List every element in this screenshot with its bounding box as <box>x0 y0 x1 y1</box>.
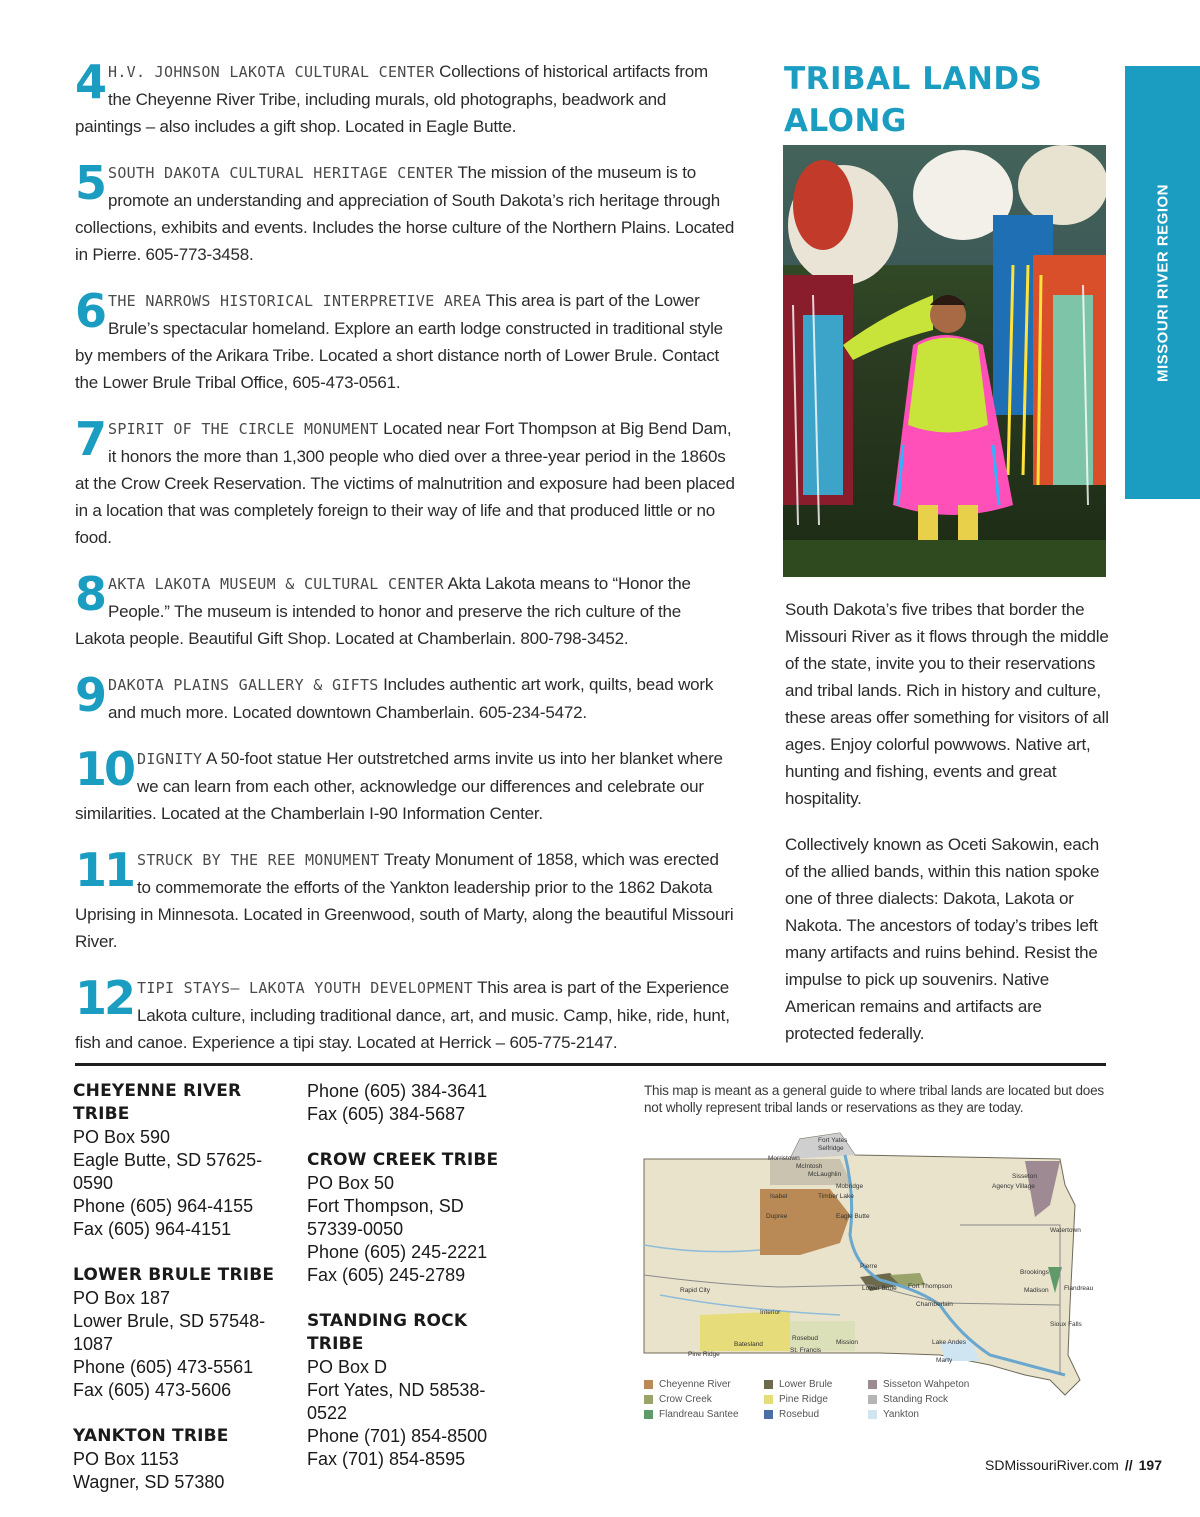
contact-line: Fax (605) 964-4151 <box>73 1219 232 1239</box>
legend-swatch <box>644 1410 653 1419</box>
legend-label: Cheyenne River <box>659 1379 731 1390</box>
attraction-entry <box>75 55 735 140</box>
tribe-name: CROW CREEK TRIBE <box>307 1150 499 1170</box>
map-city-label: Eagle Butte <box>836 1213 870 1220</box>
region-tab <box>1125 66 1200 499</box>
tribe-contact <box>73 1264 298 1402</box>
entry-number: 8 <box>75 567 105 621</box>
powwow-dancers-image <box>783 145 1106 577</box>
legend-label: Standing Rock <box>883 1394 949 1405</box>
page-number: 197 <box>1138 1457 1162 1473</box>
attraction-entry <box>75 284 735 396</box>
map-city-label: Timber Lake <box>818 1193 854 1200</box>
legend-label: Rosebud <box>779 1409 820 1420</box>
entry-number: 9 <box>75 668 105 722</box>
entry-description: A 50-foot statue Her outstretched arms invite us into her blanket where we can learn from each other, acknowledge our differences and celebrate our similarities. Located at the Chamberlain I-90 Information Center. <box>75 749 723 823</box>
contact-line: Eagle Butte, SD 57625-0590 <box>73 1150 263 1193</box>
tribe-contact <box>73 1080 298 1241</box>
map-note: This map is meant as a general guide to where tribal lands are located but does not wholly represent tribal lands or reservations as they are today. <box>644 1083 1104 1115</box>
map-city-label: Pine Ridge <box>688 1351 720 1358</box>
legend-item <box>644 1409 739 1420</box>
contact-line: PO Box 187 <box>73 1288 171 1308</box>
contact-line: Fort Yates, ND 58538-0522 <box>307 1380 486 1423</box>
powwow-photo <box>783 145 1106 577</box>
attraction-entry <box>75 742 735 827</box>
contact-line: Phone (605) 964-4155 <box>73 1196 254 1216</box>
contact-line: Phone (605) 473-5561 <box>73 1357 254 1377</box>
map-city-label: Lower Brule <box>862 1285 897 1292</box>
map-city-label: Rapid City <box>680 1287 710 1294</box>
entry-number: 5 <box>75 156 105 210</box>
entry-title: DIGNITY <box>137 750 203 768</box>
tribe-contact <box>307 1310 522 1471</box>
legend-item <box>868 1394 948 1405</box>
map-city-label: Sioux Falls <box>1050 1321 1082 1328</box>
contact-line: Fax (605) 473-5606 <box>73 1380 232 1400</box>
map-city-label: Sisseton <box>1012 1173 1037 1180</box>
map-city-label: Chamberlain <box>916 1301 953 1308</box>
contact-line: Phone (605) 245-2221 <box>307 1242 488 1262</box>
entry-description: This area is part of the Experience Lakota culture, including traditional dance, art, and music. Camp, hike, ride, hunt, fish and canoe. Experience a tipi stay. Located at Herrick – 605-775-2147. <box>75 978 730 1052</box>
headline-line-1: TRIBAL LANDS ALONG <box>784 61 1043 139</box>
contact-line: Fort Thompson, SD 57339-0050 <box>307 1196 464 1239</box>
map-city-label: Morristown <box>768 1155 800 1162</box>
tribe-contact <box>73 1425 298 1494</box>
map-city-label: Batesland <box>734 1341 763 1348</box>
legend-swatch <box>764 1395 773 1404</box>
legend-label: Yankton <box>883 1409 919 1420</box>
legend-item <box>868 1379 969 1390</box>
map-city-label: Dupree <box>766 1213 788 1220</box>
map-city-label: McLaughlin <box>808 1171 842 1178</box>
entry-number: 4 <box>75 55 105 109</box>
contact-line: PO Box 50 <box>307 1173 395 1193</box>
entry-number: 12 <box>75 971 134 1025</box>
legend-item <box>868 1409 919 1420</box>
tribe-name: STANDING ROCK TRIBE <box>307 1311 468 1354</box>
legend-swatch <box>868 1380 877 1389</box>
entry-title: SPIRIT OF THE CIRCLE MONUMENT <box>108 420 379 438</box>
legend-swatch <box>764 1380 773 1389</box>
entry-description: Akta Lakota means to “Honor the People.” The museum is intended to honor and preserve the rich culture of the Lakota people. Beautiful Gift Shop. Located at Chamberlain. 800-798-3452. <box>75 574 691 648</box>
entry-description: This area is part of the Lower Brule’s spectacular homeland. Explore an earth lodge constructed in traditional style by members of the Arikara Tribe. Located a short distance north of Lower Brule. Contact the Lower Brule Tribal Office, 605-473-0561. <box>75 291 723 392</box>
attraction-entry <box>75 668 735 726</box>
map-city-label: Agency Village <box>992 1183 1035 1190</box>
legend-label: Flandreau Santee <box>659 1409 739 1420</box>
map-city-label: St. Francis <box>790 1347 822 1354</box>
attraction-entry <box>75 567 735 652</box>
contacts-column-2 <box>307 1080 522 1494</box>
legend-item <box>764 1394 828 1405</box>
intro-text <box>785 596 1110 1066</box>
map-city-label: Lake Andes <box>932 1339 966 1346</box>
contacts-column-1 <box>73 1080 298 1517</box>
legend-swatch <box>868 1395 877 1404</box>
map-city-label: Mission <box>836 1339 859 1346</box>
attractions-list <box>75 55 735 1075</box>
legend-swatch <box>644 1380 653 1389</box>
entry-title: TIPI STAYS— LAKOTA YOUTH DEVELOPMENT <box>137 979 473 997</box>
legend-swatch <box>868 1410 877 1419</box>
attraction-entry <box>75 971 735 1056</box>
entry-title: STRUCK BY THE REE MONUMENT <box>137 851 380 869</box>
legend-swatch <box>764 1410 773 1419</box>
map-city-label: Pierre <box>860 1263 878 1270</box>
legend-label: Sisseton Wahpeton <box>883 1379 970 1390</box>
entry-title: SOUTH DAKOTA CULTURAL HERITAGE CENTER <box>108 164 454 182</box>
entry-description: Treaty Monument of 1858, which was erected to commemorate the efforts of the Yankton leadership prior to the 1862 Dakota Uprising in Minnesota. Located in Greenwood, south of Marty, along the beautiful Missouri River. <box>75 850 734 951</box>
tribal-lands-map <box>640 1125 1110 1425</box>
site-url[interactable]: SDMissouriRiver.com <box>985 1457 1119 1473</box>
map-city-label: Watertown <box>1050 1227 1081 1234</box>
legend-label: Crow Creek <box>659 1394 712 1405</box>
entry-number: 6 <box>75 284 105 338</box>
section-divider <box>75 1063 1106 1066</box>
attraction-entry <box>75 843 735 955</box>
tribe-name: CHEYENNE RIVER TRIBE <box>73 1081 242 1124</box>
tribe-name: YANKTON TRIBE <box>73 1426 229 1446</box>
tribe-contact <box>307 1080 522 1126</box>
contact-line: Fax (605) 245-2789 <box>307 1265 466 1285</box>
entry-number: 10 <box>75 742 134 796</box>
map-city-label: Fort Thompson <box>908 1283 952 1290</box>
contact-line: PO Box 1153 <box>73 1449 179 1469</box>
attraction-entry <box>75 156 735 268</box>
page-footer <box>985 1457 1162 1473</box>
footer-separator: // <box>1124 1457 1133 1473</box>
entry-description: The mission of the museum is to promote an understanding and appreciation of South Dakota’s rich heritage through collections, exhibits and events. Includes the horse culture of the Northern Plains. Located in Pierre. 605-773-3458. <box>75 163 735 264</box>
map-city-label: Selfridge <box>818 1145 844 1152</box>
legend-label: Lower Brule <box>779 1379 833 1390</box>
legend-label: Pine Ridge <box>779 1394 828 1405</box>
entry-description: Located near Fort Thompson at Big Bend Dam, it honors the more than 1,300 people who died over a three-year period in the 1860s at the Crow Creek Reservation. The victims of malnutrition and exposure had been placed in a location that was completely foreign to their way of life and that produced little or no food. <box>75 419 735 547</box>
legend-item <box>644 1394 712 1405</box>
map-city-label: Flandreau <box>1064 1285 1094 1292</box>
contact-line: Wagner, SD 57380 <box>73 1472 225 1492</box>
entry-title: THE NARROWS HISTORICAL INTERPRETIVE AREA <box>108 292 482 310</box>
map-city-label: McIntosh <box>796 1163 823 1170</box>
contact-line: Fax (701) 854-8595 <box>307 1449 466 1469</box>
map-city-label: Madison <box>1024 1287 1049 1294</box>
legend-item <box>764 1409 819 1420</box>
entry-number: 11 <box>75 843 134 897</box>
map-city-label: Fort Yates <box>818 1137 848 1144</box>
map-legend <box>640 1379 1110 1425</box>
map-city-label: Marty <box>936 1357 953 1364</box>
region-tab-label: MISSOURI RIVER REGION <box>1154 183 1171 382</box>
contact-line: Fax (605) 384-5687 <box>307 1104 466 1124</box>
entry-number: 7 <box>75 412 105 466</box>
legend-item <box>644 1379 731 1390</box>
map-city-label: Mobridge <box>836 1183 864 1190</box>
contact-line: PO Box D <box>307 1357 388 1377</box>
contact-line: PO Box 590 <box>73 1127 171 1147</box>
entry-title: DAKOTA PLAINS GALLERY & GIFTS <box>108 676 379 694</box>
intro-paragraph-2: Collectively known as Oceti Sakowin, each of the allied bands, within this nation spoke one of three dialects: Dakota, Lakota or Nakota. The ancestors of today’s tribes left many artifacts and ruins behind. Resist the impulse to pick up souvenirs. Native American remains and artifacts are protected federally. <box>785 835 1100 1043</box>
map-city-label: Brookings <box>1020 1269 1049 1276</box>
contact-line: Phone (605) 384-3641 <box>307 1081 488 1101</box>
contact-line: Phone (701) 854-8500 <box>307 1426 488 1446</box>
map-city-label: Rosebud <box>792 1335 819 1342</box>
tribe-contact <box>307 1149 522 1287</box>
map-city-label: Isabel <box>770 1193 788 1200</box>
entry-title: AKTA LAKOTA MUSEUM & CULTURAL CENTER <box>108 575 444 593</box>
map-city-label: Interior <box>760 1309 781 1316</box>
entry-description: Collections of historical artifacts from the Cheyenne River Tribe, including murals, old photographs, beadwork and paintings – also includes a gift shop. Located in Eagle Butte. <box>75 62 708 136</box>
entry-description: Includes authentic art work, quilts, bead work and much more. Located downtown Chamberlain. 605-234-5472. <box>108 675 714 722</box>
intro-paragraph-1: South Dakota’s five tribes that border the Missouri River as it flows through the middle of the state, invite you to their reservations and tribal lands. Rich in history and culture, these areas offer something for visitors of all ages. Enjoy colorful powwows. Native art, hunting and fishing, events and great hospitality. <box>785 600 1109 808</box>
legend-swatch <box>644 1395 653 1404</box>
contact-line: Lower Brule, SD 57548-1087 <box>73 1311 266 1354</box>
entry-title: H.V. JOHNSON LAKOTA CULTURAL CENTER <box>108 63 435 81</box>
tribe-name: LOWER BRULE TRIBE <box>73 1265 275 1285</box>
legend-item <box>764 1379 832 1390</box>
attraction-entry <box>75 412 735 551</box>
